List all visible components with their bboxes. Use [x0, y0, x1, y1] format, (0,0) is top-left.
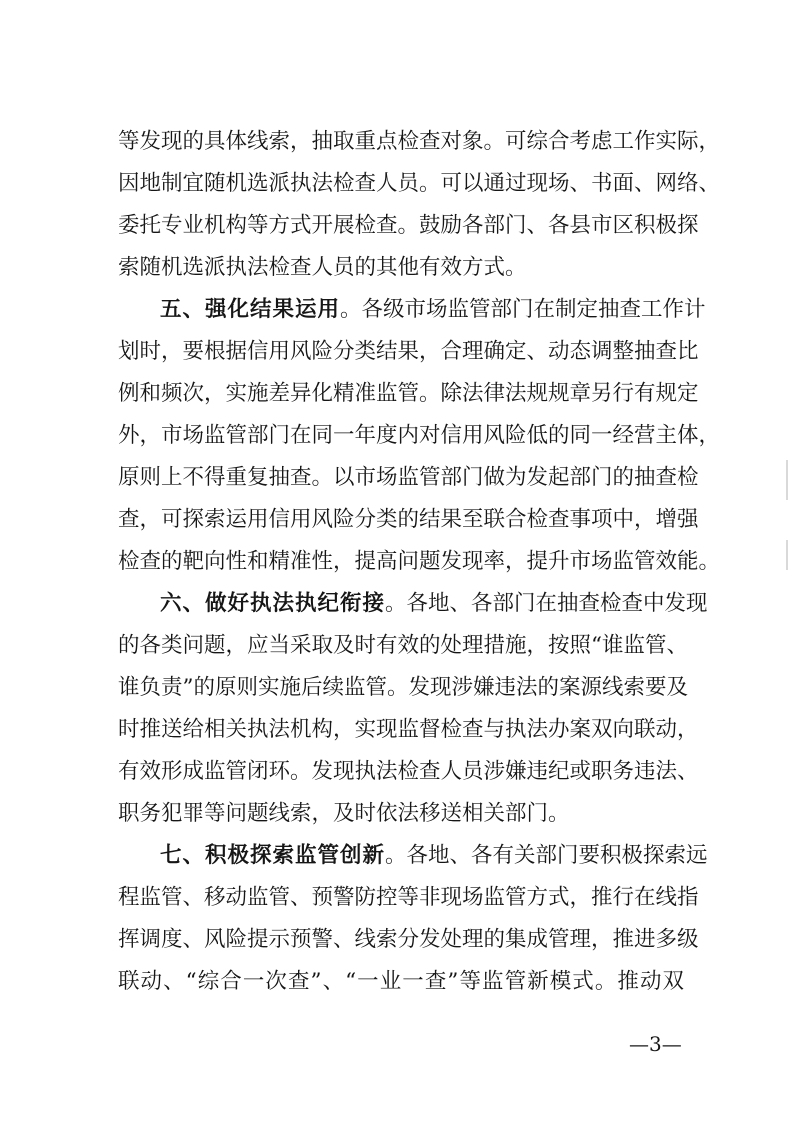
body-text-line: 挥调度、风险提示预警、线索分发处理的集成管理，推进多级 [118, 927, 699, 952]
body-text-line: 的各类问题，应当采取及时有效的处理措施，按照“谁监管、 [118, 633, 688, 658]
body-text-line: 划时，要根据信用风险分类结果，合理确定、动态调整抽查比 [118, 339, 699, 364]
body-text-line: 有效形成监管闭环。发现执法检查人员涉嫌违纪或职务违法、 [118, 759, 699, 784]
body-text: 。各地、各部门在抽查检查中发现 [385, 591, 708, 616]
scan-edge-mark [786, 540, 788, 570]
section-heading: 五、强化结果运用 [160, 297, 341, 322]
section-first-line [160, 295, 706, 325]
body-text: 。各地、各有关部门要积极探索远 [385, 843, 708, 868]
body-text: 。各级市场监管部门在制定抽查工作计 [340, 297, 706, 322]
body-text-line: 职务犯罪等问题线索，及时依法移送相关部门。 [118, 801, 570, 826]
body-text-line: 外，市场监管部门在同一年度内对信用风险低的同一经营主体， [118, 423, 721, 448]
body-text-line: 时推送给相关执法机构，实现监督检查与执法办案双向联动， [118, 717, 699, 742]
section-heading: 六、做好执法执纪衔接 [160, 591, 386, 616]
body-text-line: 检查的靶向性和精准性，提高问题发现率，提升市场监管效能。 [118, 549, 721, 574]
body-text-line: 委托专业机构等方式开展检查。鼓励各部门、各县市区积极探 [118, 213, 699, 238]
section-first-line [160, 841, 708, 871]
section-heading: 七、积极探索监管创新 [160, 843, 386, 868]
body-text-line: 谁负责”的原则实施后续监管。发现涉嫌违法的案源线索要及 [118, 675, 688, 700]
body-text-line: 查，可探索运用信用风险分类的结果至联合检查事项中，增强 [118, 507, 699, 532]
body-text-line: 联动、“综合一次查”、“一业一查”等监管新模式。推动双 [118, 969, 684, 994]
page-number: —3— [629, 1032, 682, 1056]
body-text-line: 因地制宜随机选派执法检查人员。可以通过现场、书面、网络、 [118, 171, 721, 196]
body-text-line: 索随机选派执法检查人员的其他有效方式。 [118, 255, 527, 280]
body-text-line: 程监管、移动监管、预警防控等非现场监管方式，推行在线指 [118, 885, 699, 910]
scan-edge-mark [786, 460, 788, 500]
body-text-line: 等发现的具体线索，抽取重点检查对象。可综合考虑工作实际， [118, 129, 721, 154]
body-text-line: 例和频次，实施差异化精准监管。除法律法规规章另行有规定 [118, 381, 699, 406]
section-first-line [160, 589, 708, 619]
body-text-line: 原则上不得重复抽查。以市场监管部门做为发起部门的抽查检 [118, 465, 699, 490]
